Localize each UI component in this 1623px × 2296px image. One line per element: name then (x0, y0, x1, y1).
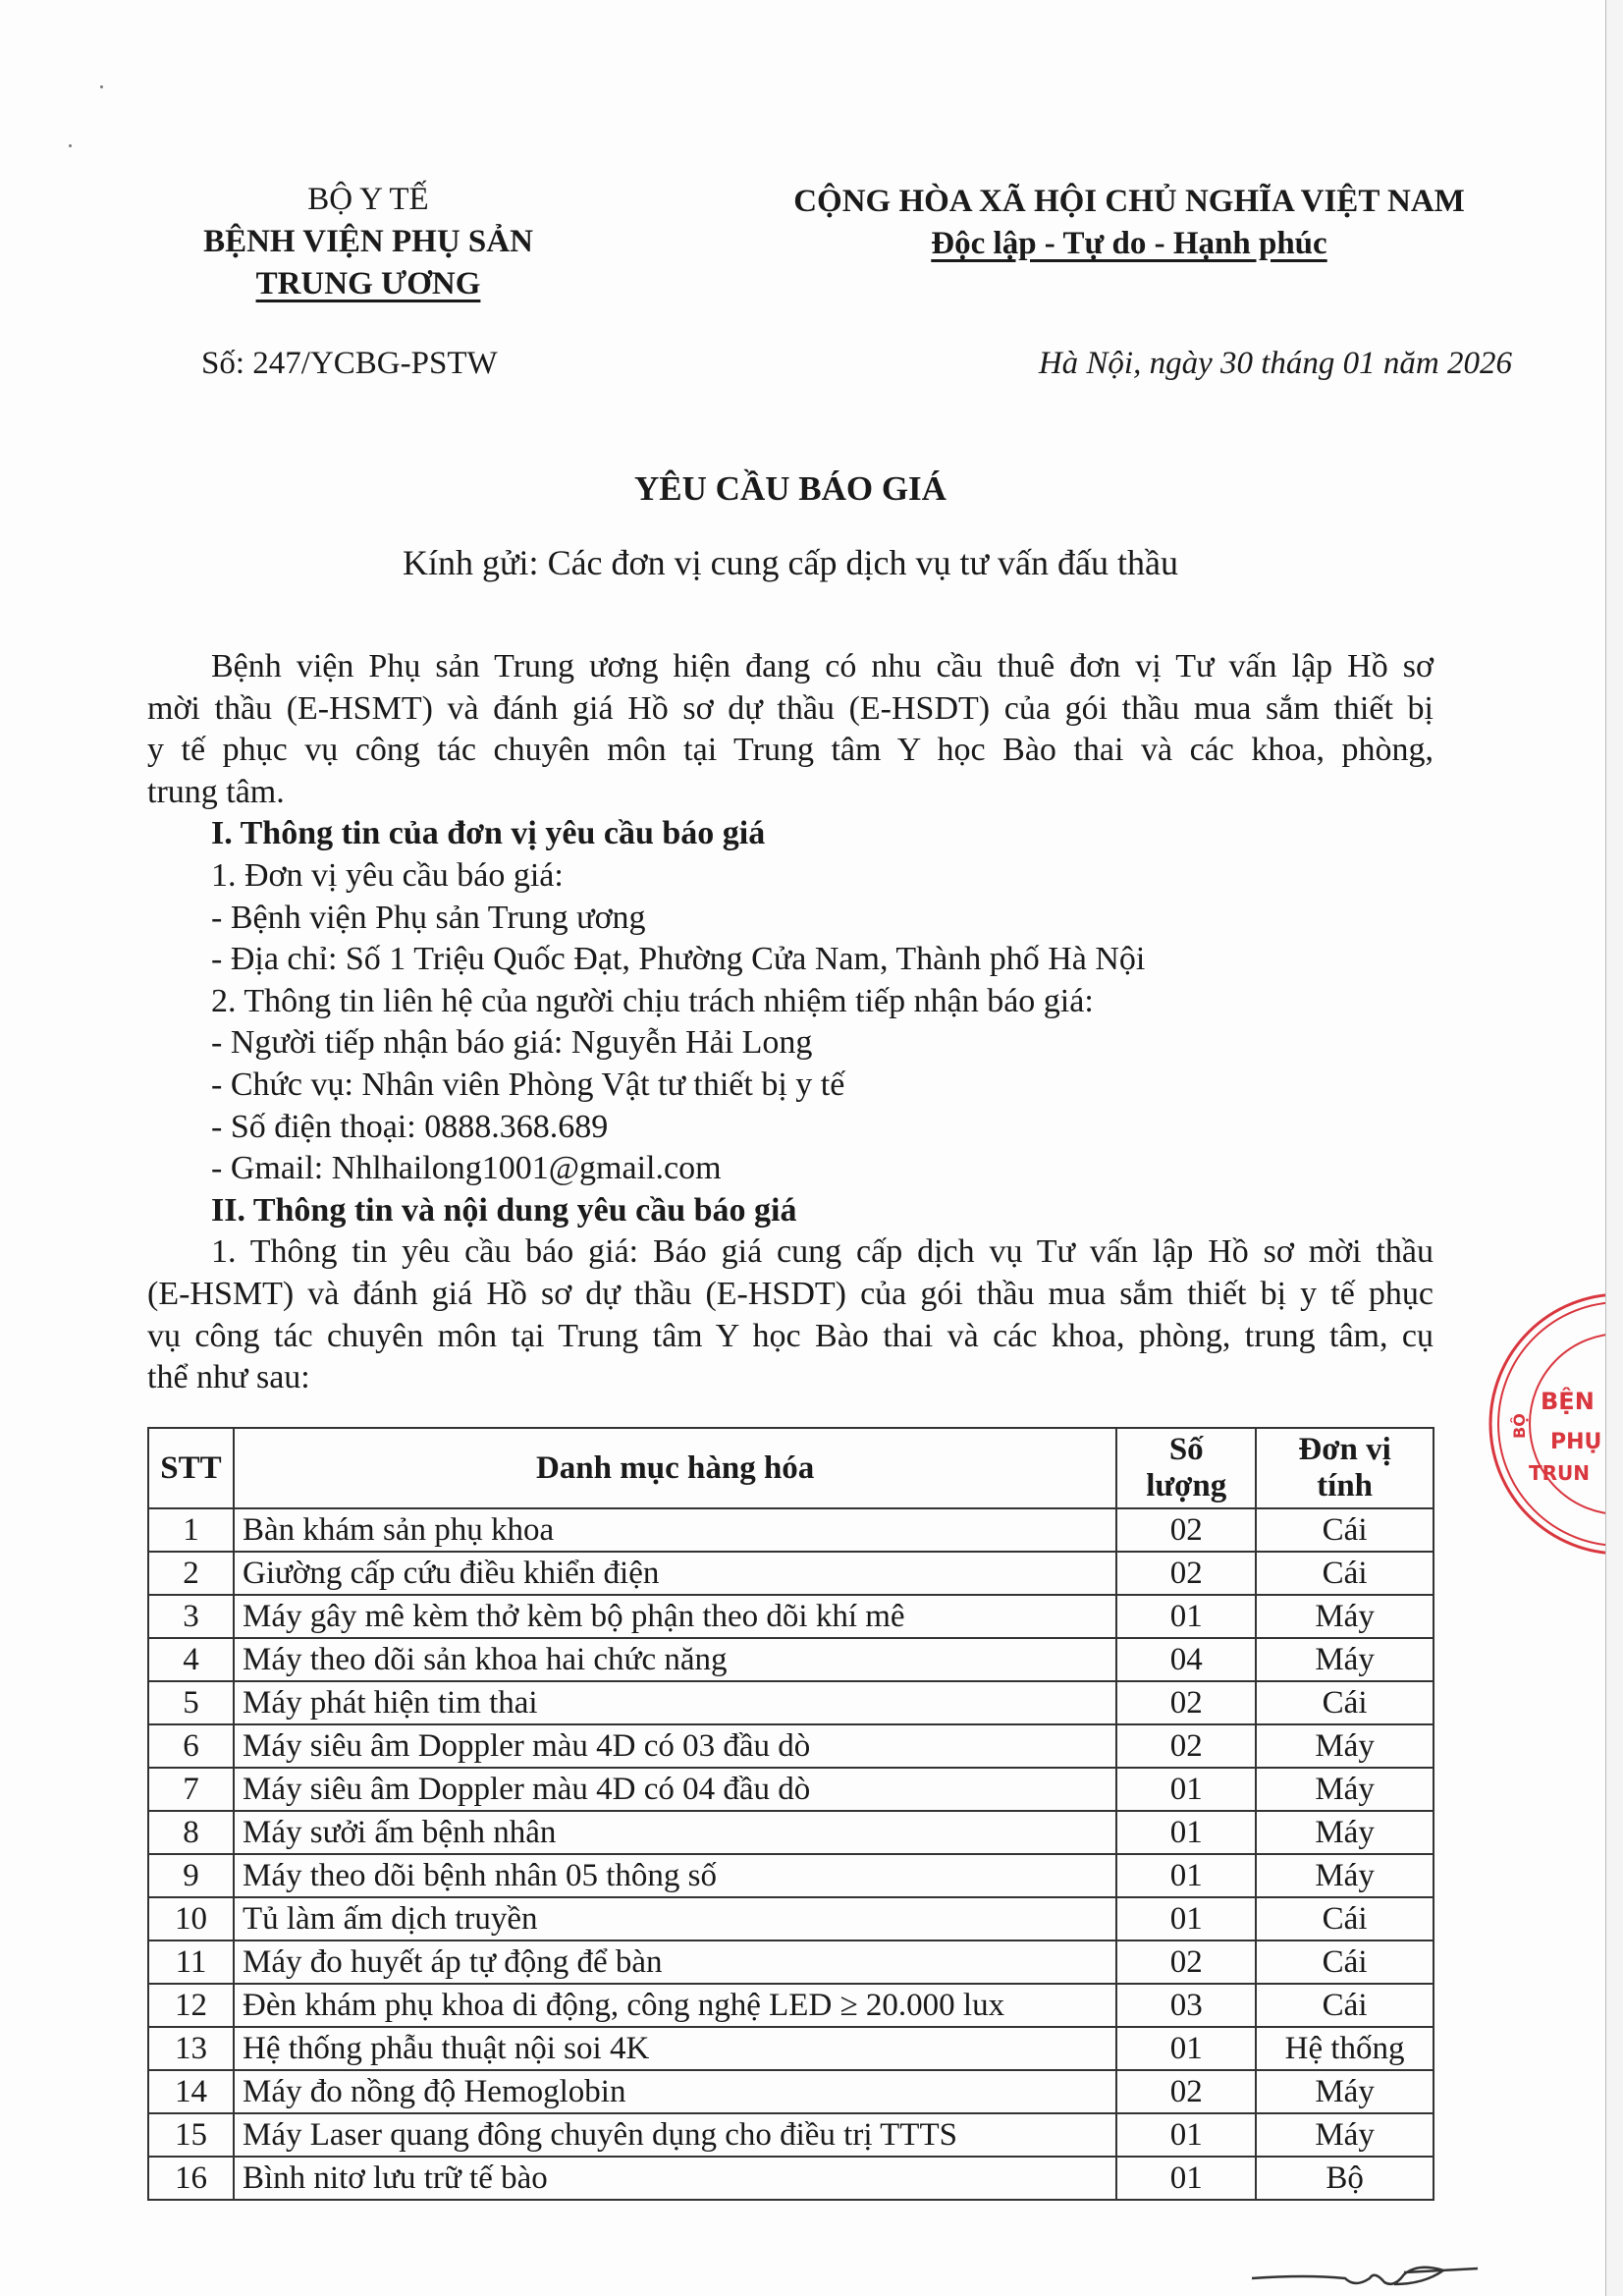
row-name: Máy siêu âm Doppler màu 4D có 03 đầu dò (234, 1724, 1116, 1768)
row-stt: 4 (148, 1638, 234, 1681)
row-qty: 02 (1116, 1724, 1256, 1768)
row-stt: 3 (148, 1595, 234, 1638)
stamp-text: BỘ (1510, 1413, 1529, 1439)
row-qty: 01 (1116, 1897, 1256, 1941)
row-stt: 11 (148, 1941, 234, 1984)
header-stt: STT (148, 1428, 234, 1508)
row-unit: Máy (1256, 1595, 1434, 1638)
row-stt: 13 (148, 2027, 234, 2070)
receiver: - Người tiếp nhận báo giá: Nguyễn Hải Long (211, 1024, 813, 1062)
scan-speck (69, 144, 72, 147)
intro-line: Bệnh viện Phụ sản Trung ương hiện đang có nhu cầu thuê đơn vị Tư vấn lập Hồ sơ (211, 648, 1434, 684)
row-name: Máy theo dõi bệnh nhân 05 thông số (234, 1854, 1116, 1897)
position: - Chức vụ: Nhân viên Phòng Vật tư thiết bị y tế (211, 1066, 845, 1103)
row-name: Máy sưởi ấm bệnh nhân (234, 1811, 1116, 1854)
header-qty: Số lượng (1116, 1428, 1256, 1508)
row-unit: Bộ (1256, 2157, 1434, 2200)
stamp-text: PHỤ (1550, 1430, 1602, 1454)
row-unit: Máy (1256, 1768, 1434, 1811)
row-unit: Máy (1256, 1811, 1434, 1854)
nation-name: CỘNG HÒA XÃ HỘI CHỦ NGHĨA VIỆT NAM (793, 184, 1465, 219)
goods-table (147, 1427, 1434, 2201)
row-unit: Cái (1256, 1681, 1434, 1724)
document-number: Số: 247/YCBG-PSTW (201, 346, 498, 381)
header-unit: Đơn vị tính (1256, 1428, 1434, 1508)
stamp-text: TRUN (1529, 1461, 1591, 1485)
table-row (148, 1724, 1434, 1768)
row-qty: 01 (1116, 2027, 1256, 2070)
row-stt: 12 (148, 1984, 234, 2027)
row-name: Máy theo dõi sản khoa hai chức năng (234, 1638, 1116, 1681)
row-qty: 02 (1116, 1508, 1256, 1552)
hospital-name: BỆNH VIỆN PHỤ SẢN (203, 224, 533, 259)
row-stt: 8 (148, 1811, 234, 1854)
national-header (727, 181, 1532, 265)
row-name: Bàn khám sản phụ khoa (234, 1508, 1116, 1552)
row-unit: Máy (1256, 1724, 1434, 1768)
greeting: Kính gửi: Các đơn vị cung cấp dịch vụ tư vấn đấu thầu (403, 543, 1178, 582)
row-name: Máy đo huyết áp tự động để bàn (234, 1941, 1116, 1984)
row-stt: 2 (148, 1552, 234, 1595)
row-stt: 6 (148, 1724, 234, 1768)
row-unit: Máy (1256, 1854, 1434, 1897)
ministry-name: BỘ Y TẾ (307, 182, 429, 217)
intro-line: y tế phục vụ công tác chuyên môn tại Trung tâm Y học Bào thai và các khoa, phòng, (147, 732, 1434, 769)
table-row (148, 1854, 1434, 1897)
row-name: Giường cấp cứu điều khiển điện (234, 1552, 1116, 1595)
row-unit: Máy (1256, 2070, 1434, 2113)
section1-item1: 1. Đơn vị yêu cầu báo giá: (211, 856, 564, 894)
row-stt: 10 (148, 1897, 234, 1941)
table-row (148, 1508, 1434, 1552)
row-unit: Cái (1256, 1508, 1434, 1552)
table-row (148, 1897, 1434, 1941)
row-qty: 01 (1116, 1595, 1256, 1638)
requesting-unit: - Bệnh viện Phụ sản Trung ương (211, 899, 646, 936)
row-name: Bình nitơ lưu trữ tế bào (234, 2157, 1116, 2200)
row-unit: Cái (1256, 1552, 1434, 1595)
document-date: Hà Nội, ngày 30 tháng 01 năm 2026 (1038, 346, 1512, 381)
row-qty: 01 (1116, 1768, 1256, 1811)
initials-signature (1247, 2249, 1483, 2296)
row-qty: 02 (1116, 1941, 1256, 1984)
row-stt: 7 (148, 1768, 234, 1811)
row-name: Tủ làm ấm dịch truyền (234, 1897, 1116, 1941)
row-qty: 02 (1116, 2070, 1256, 2113)
row-unit: Cái (1256, 1941, 1434, 1984)
section2-heading: II. Thông tin và nội dung yêu cầu báo giá (211, 1191, 797, 1229)
document-body (147, 646, 1434, 1399)
document-title: YÊU CẦU BÁO GIÁ (634, 469, 947, 508)
table-row (148, 1552, 1434, 1595)
row-qty: 01 (1116, 1854, 1256, 1897)
row-name: Đèn khám phụ khoa di động, công nghệ LED ≥ 20.000 lux (234, 1984, 1116, 2027)
phone: - Số điện thoại: 0888.368.689 (211, 1108, 609, 1145)
page-edge (1605, 0, 1623, 2296)
national-motto: Độc lập - Tự do - Hạnh phúc (931, 226, 1327, 261)
hospital-name-line2: TRUNG ƯƠNG (255, 266, 481, 301)
row-qty: 02 (1116, 1552, 1256, 1595)
row-stt: 1 (148, 1508, 234, 1552)
email: - Gmail: Nhlhailong1001@gmail.com (211, 1150, 722, 1187)
intro-line: mời thầu (E-HSMT) và đánh giá Hồ sơ dự thầu (E-HSDT) của gói thầu mua sắm thiết bị (147, 689, 1434, 727)
row-name: Hệ thống phẫu thuật nội soi 4K (234, 2027, 1116, 2070)
row-name: Máy siêu âm Doppler màu 4D có 04 đầu dò (234, 1768, 1116, 1811)
issuer-header (147, 179, 589, 305)
row-unit: Máy (1256, 1638, 1434, 1681)
table-row (148, 1595, 1434, 1638)
row-stt: 5 (148, 1681, 234, 1724)
table-row (148, 1984, 1434, 2027)
table-row (148, 1941, 1434, 1984)
address: - Địa chỉ: Số 1 Triệu Quốc Đạt, Phường Cửa Nam, Thành phố Hà Nội (211, 941, 1146, 978)
section2-line: (E-HSMT) và đánh giá Hồ sơ dự thầu (E-HSDT) của gói thầu mua sắm thiết bị y tế phục (147, 1275, 1434, 1312)
row-qty: 04 (1116, 1638, 1256, 1681)
row-qty: 01 (1116, 2157, 1256, 2200)
scan-speck (100, 85, 103, 88)
row-unit: Cái (1256, 1984, 1434, 2027)
row-stt: 14 (148, 2070, 234, 2113)
official-stamp (1478, 1282, 1620, 1566)
stamp-text: BỆN (1541, 1388, 1595, 1415)
table-row (148, 2113, 1434, 2157)
row-unit: Cái (1256, 1897, 1434, 1941)
row-qty: 02 (1116, 1681, 1256, 1724)
table-row (148, 2027, 1434, 2070)
section1-item2: 2. Thông tin liên hệ của người chịu trách nhiệm tiếp nhận báo giá: (211, 982, 1094, 1019)
table-row (148, 1768, 1434, 1811)
intro-line: trung tâm. (147, 773, 285, 810)
row-qty: 01 (1116, 1811, 1256, 1854)
row-name: Máy phát hiện tim thai (234, 1681, 1116, 1724)
row-name: Máy Laser quang đông chuyên dụng cho điều trị TTTS (234, 2113, 1116, 2157)
table-row (148, 1811, 1434, 1854)
row-name: Máy gây mê kèm thở kèm bộ phận theo dõi khí mê (234, 1595, 1116, 1638)
row-name: Máy đo nồng độ Hemoglobin (234, 2070, 1116, 2113)
row-stt: 15 (148, 2113, 234, 2157)
section2-line: 1. Thông tin yêu cầu báo giá: Báo giá cung cấp dịch vụ Tư vấn lập Hồ sơ mời thầu (211, 1233, 1434, 1271)
row-stt: 16 (148, 2157, 234, 2200)
row-unit: Máy (1256, 2113, 1434, 2157)
section1-heading: I. Thông tin của đơn vị yêu cầu báo giá (211, 815, 766, 852)
section2-line: thể như sau: (147, 1359, 310, 1396)
row-unit: Hệ thống (1256, 2027, 1434, 2070)
row-qty: 01 (1116, 2113, 1256, 2157)
row-qty: 03 (1116, 1984, 1256, 2027)
table-row (148, 1638, 1434, 1681)
table-row (148, 1681, 1434, 1724)
table-row (148, 2070, 1434, 2113)
row-stt: 9 (148, 1854, 234, 1897)
header-name: Danh mục hàng hóa (234, 1428, 1116, 1508)
section2-line: vụ công tác chuyên môn tại Trung tâm Y học Bào thai và các khoa, phòng, trung tâm, cụ (147, 1317, 1434, 1354)
table-row (148, 2157, 1434, 2200)
table-header-row (148, 1428, 1434, 1508)
